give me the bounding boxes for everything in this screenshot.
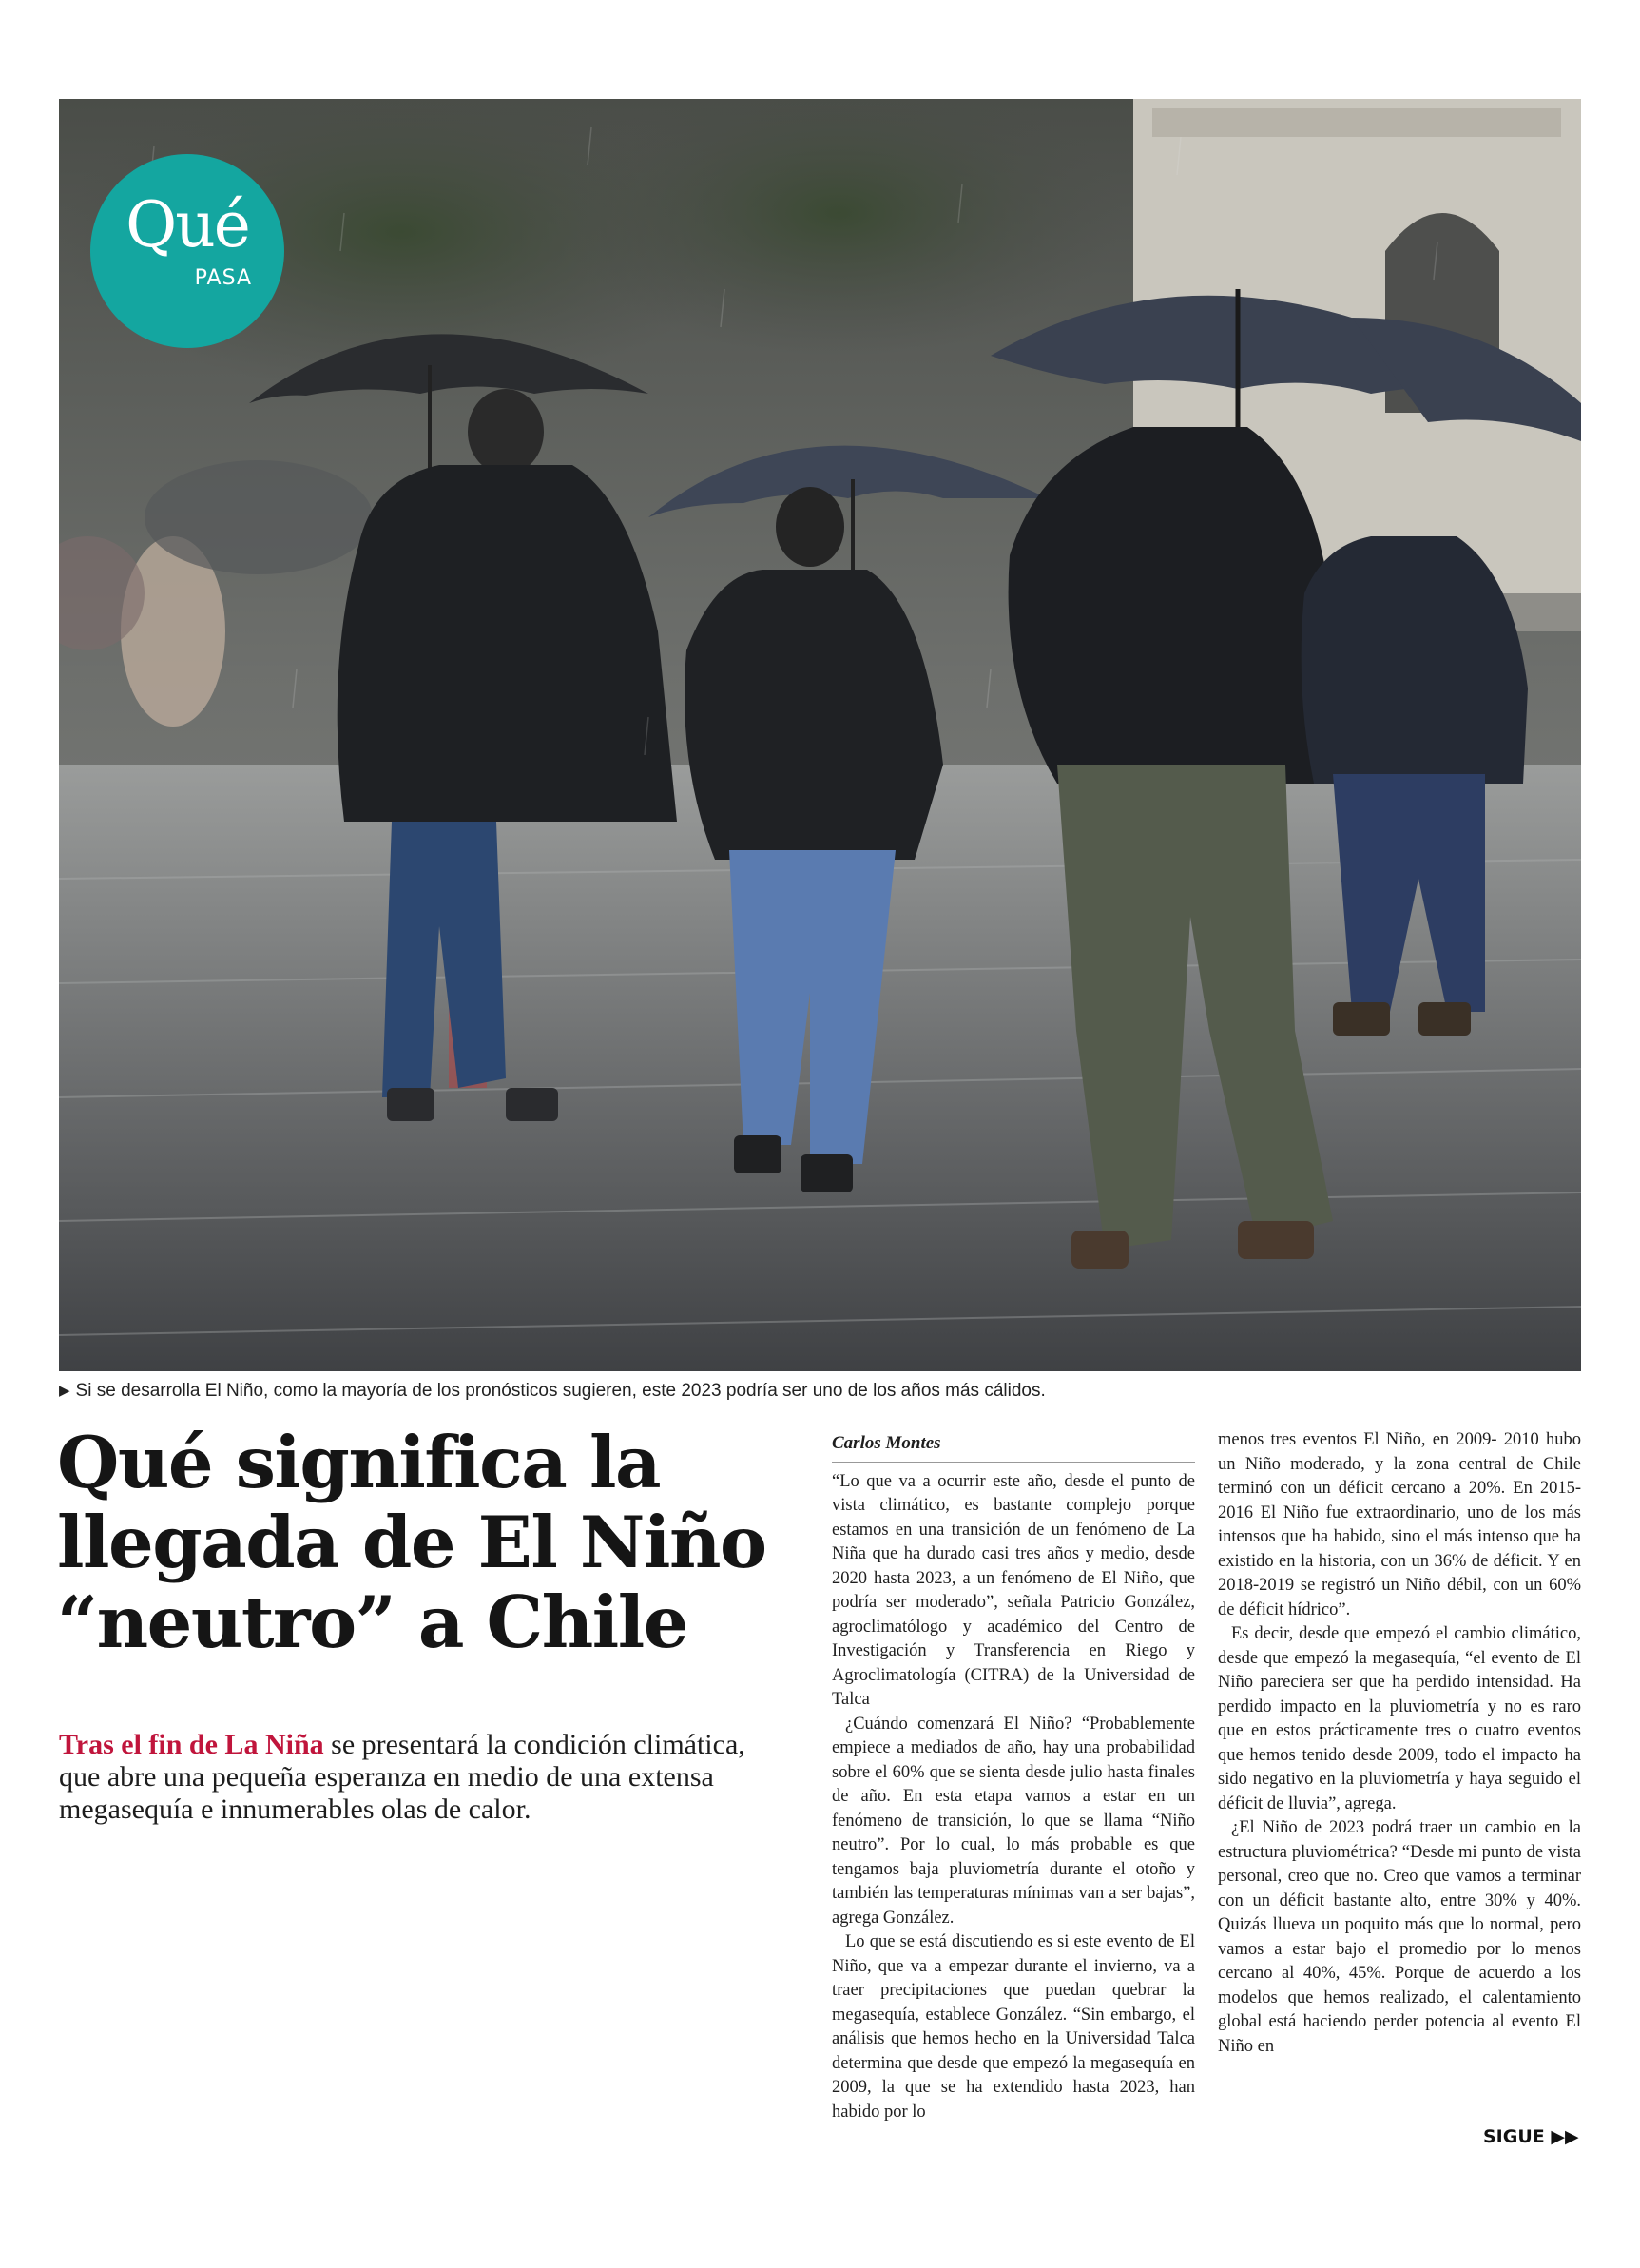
- caption-text: Si se desarrolla El Niño, como la mayoría de los pronósticos sugieren, este 2023 podría ser uno de los años más cálidos.: [75, 1381, 1046, 1401]
- body-paragraph-6: ¿El Niño de 2023 podrá traer un cambio en la estructura pluviométrica? “Desde mi punto de vista personal, creo que no. Creo que vamos a terminar con un déficit bastante alto, entre 30% y 40%. Quizás llueva un poquito más que lo normal, pero vamos a estar bajo el promedio por lo menos cercano al 40%, 45%. Porque de acuerdo a los modelos que hemos realizado, el calentamiento global está haciendo perder potencia al evento El Niño en: [1218, 1818, 1581, 2056]
- dek-lead: Tras el fin de La Niña: [59, 1729, 324, 1760]
- headline: [57, 1423, 780, 1662]
- headline-line-1: Qué significa la: [57, 1421, 661, 1504]
- que-pasa-badge: [90, 154, 284, 348]
- body-paragraph-4: menos tres eventos El Niño, en 2009- 2010 hubo un Niño moderado, y la zona central de Chile terminó con un déficit cercano a 20%. En 2015-2016 El Niño fue extraordinario, uno de los más intensos que ha habido, sino el más intenso que ha existido en la historia, con un 36% de déficit. Y en 2018-2019 se registró un Niño débil, con un 60% de déficit hídrico”.: [1218, 1430, 1581, 1619]
- caption-triangle-icon: ▶: [59, 1383, 70, 1399]
- photo-illustration: [59, 99, 1581, 1371]
- headline-line-2: llegada de El Niño: [57, 1501, 766, 1584]
- badge-word: Qué: [125, 188, 249, 262]
- dek: [59, 1729, 781, 1826]
- dek-rest: se presentará la condición climática, que abre una pequeña esperanza en medio de una extensa megasequía e innumerables olas de calor.: [59, 1729, 745, 1825]
- badge-sub: PASA: [194, 266, 252, 290]
- body-paragraph-1: “Lo que va a ocurrir este año, desde el punto de vista climático, es bastante complejo porque estamos en una transición de un fenómeno de La Niña que ha durado casi tres años y medio, desde 2020 hasta 2023, a un fenómeno de El Niño, que podría ser moderado”, señala Patricio González, agroclimatólogo y académico del Centro de Investigación y Transferencia en Riego y Agroclimatología (CITRA) de la Universidad de Talca: [832, 1471, 1195, 1709]
- body-paragraph-3: Lo que se está discutiendo es si este evento de El Niño, que va a empezar durante el invierno, va a traer precipitaciones que puedan quebrar la megasequía, establece González. “Sin embargo, el análisis que hemos hecho en la Universidad Talca determina que desde que empezó la megasequía en 2009, la que se ha extendido hasta 2023, han habido por lo: [832, 1932, 1195, 2122]
- body-column-2: [1218, 1428, 1581, 2059]
- rain-street-photo: [59, 99, 1581, 1371]
- photo-caption: [59, 1381, 1581, 1402]
- byline: Carlos Montes: [832, 1431, 1195, 1463]
- sigue-continue-marker: SIGUE ▶▶: [1483, 2126, 1579, 2147]
- body-paragraph-5: Es decir, desde que empezó el cambio climático, desde que empezó la megasequía, “el evento de El Niño pareciera ser que ha perdido intensidad. Ha perdido impacto en la pluviometría y no es raro que en estos prácticamente tres o cuatro eventos que hemos tenido desde 2009, todo el impacto ha sido negativo en la pluviometría y haya seguido el déficit de lluvia”, agrega.: [1218, 1624, 1581, 1813]
- headline-line-3: “neutro” a Chile: [57, 1580, 687, 1664]
- body-paragraph-2: ¿Cuándo comenzará El Niño? “Probablemente empiece a mediados de año, hay una probabilidad sobre el 60% que se sienta desde julio hasta finales de año. En esta etapa vamos a estar en un fenómeno de transición, lo que se llama “Niño neutro”. Por lo cual, lo más probable es que tengamos baja pluviometría durante el otoño y también las temperaturas mínimas van a ser bajas”, agrega González.: [832, 1714, 1195, 1928]
- body-column-1: [832, 1431, 1195, 2124]
